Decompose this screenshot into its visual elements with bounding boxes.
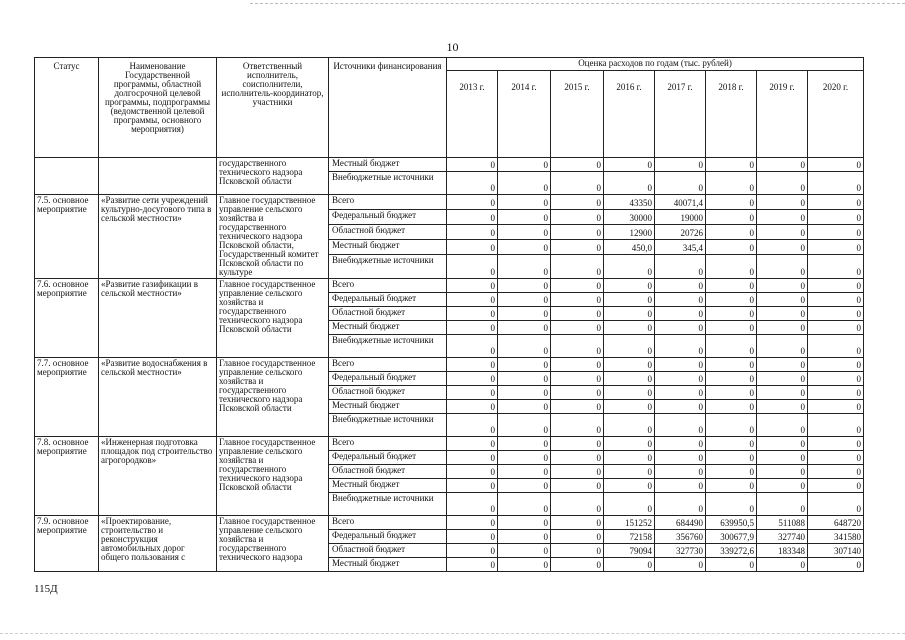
source-cell: Областной бюджет [329,307,447,321]
value-cell: 0 [706,209,757,224]
value-cell: 0 [498,293,551,307]
value-cell: 0 [706,195,757,210]
value-cell: 0 [447,195,498,210]
value-cell: 0 [655,335,706,358]
value-cell: 0 [551,516,604,530]
budget-table [34,57,864,572]
value-cell: 0 [498,493,551,516]
source-cell: Всего [329,358,447,372]
value-cell: 183348 [757,544,808,558]
value-cell: 0 [551,279,604,293]
header-responsible: Ответственный исполнитель, соисполнители, исполнитель-координатор, участники [217,58,329,158]
value-cell: 0 [757,451,808,465]
value-cell: 0 [757,335,808,358]
value-cell: 0 [551,172,604,195]
value-cell: 0 [551,451,604,465]
value-cell: 0 [808,493,864,516]
value-cell: 0 [447,239,498,254]
value-cell: 0 [447,558,498,572]
value-cell: 0 [498,158,551,172]
value-cell: 72158 [604,530,655,544]
responsible-cell: Главное государственное управление сельского хозяйства и государственного технического надзора Псковской области [217,437,329,516]
value-cell: 0 [551,372,604,386]
value-cell: 0 [757,493,808,516]
value-cell: 0 [808,400,864,414]
value-cell: 0 [808,335,864,358]
source-cell: Внебюджетные источники [329,335,447,358]
value-cell: 0 [498,479,551,493]
value-cell: 0 [604,158,655,172]
value-cell: 0 [757,414,808,437]
value-cell: 0 [706,493,757,516]
table-body [35,158,864,572]
value-cell: 0 [551,544,604,558]
value-cell: 0 [604,400,655,414]
value-cell: 0 [551,530,604,544]
value-cell: 648720 [808,516,864,530]
source-cell: Внебюджетные источники [329,493,447,516]
value-cell: 356760 [655,530,706,544]
header-status: Статус [35,58,99,158]
value-cell: 0 [604,414,655,437]
value-cell: 0 [498,530,551,544]
value-cell: 0 [551,254,604,279]
source-cell: Всего [329,195,447,210]
value-cell: 0 [808,239,864,254]
value-cell: 0 [604,293,655,307]
table-row [35,279,864,293]
value-cell: 0 [551,307,604,321]
value-cell: 0 [447,158,498,172]
source-cell: Федеральный бюджет [329,209,447,224]
value-cell: 0 [447,437,498,451]
value-cell: 0 [604,465,655,479]
status-cell: 7.9. основное мероприятие [35,516,99,572]
value-cell: 0 [551,437,604,451]
value-cell: 0 [498,335,551,358]
value-cell: 0 [655,279,706,293]
value-cell: 0 [498,372,551,386]
value-cell: 511088 [757,516,808,530]
value-cell: 0 [498,400,551,414]
header-year: 2016 г. [604,71,655,158]
responsible-cell: Главное государственное управление сельского хозяйства и государственного технического надзора Псковской области, Государственный комитет Псковской области по культуре [217,195,329,279]
source-cell: Местный бюджет [329,321,447,335]
value-cell: 0 [808,358,864,372]
value-cell: 339272,6 [706,544,757,558]
value-cell: 0 [498,224,551,239]
value-cell: 639950,5 [706,516,757,530]
program-name-cell [99,158,217,195]
value-cell: 0 [498,386,551,400]
value-cell: 0 [757,279,808,293]
value-cell: 0 [498,358,551,372]
header-year: 2017 г. [655,71,706,158]
status-cell: 7.7. основное мероприятие [35,358,99,437]
source-cell: Местный бюджет [329,239,447,254]
value-cell: 0 [706,254,757,279]
value-cell: 450,0 [604,239,655,254]
value-cell: 0 [706,386,757,400]
value-cell: 0 [447,172,498,195]
value-cell: 0 [551,195,604,210]
value-cell: 0 [498,172,551,195]
value-cell: 300677,9 [706,530,757,544]
source-cell: Местный бюджет [329,479,447,493]
value-cell: 0 [447,209,498,224]
header-year: 2018 г. [706,71,757,158]
source-cell: Федеральный бюджет [329,451,447,465]
value-cell: 0 [655,386,706,400]
value-cell: 30000 [604,209,655,224]
value-cell: 0 [447,307,498,321]
header-year: 2013 г. [447,71,498,158]
value-cell: 0 [498,451,551,465]
value-cell: 0 [604,279,655,293]
header-year: 2019 г. [757,71,808,158]
page-number: 10 [446,40,459,54]
value-cell: 0 [604,386,655,400]
value-cell: 0 [498,195,551,210]
value-cell: 0 [447,335,498,358]
value-cell: 0 [498,239,551,254]
value-cell: 0 [808,209,864,224]
value-cell: 0 [447,386,498,400]
value-cell: 0 [498,321,551,335]
responsible-cell: Главное государственное управление сельского хозяйства и государственного технического надзора Псковской области [217,279,329,358]
value-cell: 0 [808,465,864,479]
program-name-cell: «Развитие газификации в сельской местности» [99,279,217,358]
header-year: 2015 г. [551,71,604,158]
value-cell: 0 [551,386,604,400]
value-cell: 19000 [655,209,706,224]
value-cell: 0 [604,372,655,386]
value-cell: 0 [808,386,864,400]
source-cell: Всего [329,279,447,293]
scan-edge-line-bottom [0,633,905,634]
status-cell: 7.8. основное мероприятие [35,437,99,516]
value-cell: 0 [757,158,808,172]
footer-code: 115Д [34,583,58,595]
header-program-name: Наименование Государственной программы, областной долгосрочной целевой программы, подпрограммы (ведомственной целевой программы, основного мероприятия) [99,58,217,158]
value-cell: 0 [604,451,655,465]
value-cell: 0 [447,279,498,293]
value-cell: 0 [655,414,706,437]
value-cell: 0 [655,158,706,172]
source-cell: Федеральный бюджет [329,530,447,544]
table-row [35,516,864,530]
value-cell: 0 [498,414,551,437]
value-cell: 0 [706,239,757,254]
value-cell: 0 [447,372,498,386]
value-cell: 0 [604,358,655,372]
value-cell: 0 [808,279,864,293]
value-cell: 0 [757,172,808,195]
value-cell: 307140 [808,544,864,558]
value-cell: 0 [808,451,864,465]
value-cell: 0 [706,158,757,172]
value-cell: 0 [604,254,655,279]
value-cell: 0 [655,372,706,386]
value-cell: 0 [706,321,757,335]
value-cell: 0 [447,254,498,279]
value-cell: 0 [706,479,757,493]
value-cell: 0 [655,400,706,414]
value-cell: 0 [808,558,864,572]
value-cell: 0 [551,358,604,372]
value-cell: 0 [706,172,757,195]
value-cell: 0 [447,451,498,465]
value-cell: 0 [808,479,864,493]
value-cell: 0 [757,400,808,414]
value-cell: 0 [498,516,551,530]
source-cell: Федеральный бюджет [329,372,447,386]
value-cell: 0 [551,479,604,493]
value-cell: 684490 [655,516,706,530]
value-cell: 0 [551,239,604,254]
value-cell: 0 [498,254,551,279]
value-cell: 0 [808,321,864,335]
value-cell: 79094 [604,544,655,558]
value-cell: 0 [655,479,706,493]
value-cell: 0 [706,335,757,358]
value-cell: 0 [757,224,808,239]
value-cell: 0 [757,465,808,479]
value-cell: 0 [551,209,604,224]
value-cell: 0 [808,254,864,279]
value-cell: 151252 [604,516,655,530]
value-cell: 341580 [808,530,864,544]
status-cell: 7.6. основное мероприятие [35,279,99,358]
value-cell: 0 [706,224,757,239]
value-cell: 0 [447,544,498,558]
value-cell: 0 [447,293,498,307]
value-cell: 0 [498,465,551,479]
value-cell: 0 [655,437,706,451]
value-cell: 0 [808,224,864,239]
program-name-cell: «Развитие сети учреждений культурно-досугового типа в сельской местности» [99,195,217,279]
value-cell: 0 [757,195,808,210]
value-cell: 0 [757,254,808,279]
value-cell: 0 [447,224,498,239]
value-cell: 0 [447,493,498,516]
value-cell: 0 [551,224,604,239]
value-cell: 0 [604,172,655,195]
value-cell: 0 [655,293,706,307]
value-cell: 0 [604,335,655,358]
table-row [35,158,864,172]
header-year: 2014 г. [498,71,551,158]
program-name-cell: «Развитие водоснабжения в сельской местности» [99,358,217,437]
value-cell: 0 [757,372,808,386]
value-cell: 0 [808,158,864,172]
value-cell: 0 [551,558,604,572]
source-cell: Внебюджетные источники [329,172,447,195]
value-cell: 43350 [604,195,655,210]
value-cell: 0 [706,558,757,572]
status-cell [35,158,99,195]
table-row [35,437,864,451]
value-cell: 0 [604,307,655,321]
value-cell: 0 [757,558,808,572]
value-cell: 0 [655,307,706,321]
value-cell: 0 [655,358,706,372]
value-cell: 0 [604,437,655,451]
value-cell: 12900 [604,224,655,239]
value-cell: 0 [655,321,706,335]
source-cell: Внебюджетные источники [329,254,447,279]
value-cell: 0 [447,358,498,372]
value-cell: 0 [551,335,604,358]
value-cell: 0 [498,209,551,224]
program-name-cell: «Инженерная подготовка площадок под строительство агрогородков» [99,437,217,516]
value-cell: 0 [706,293,757,307]
source-cell: Внебюджетные источники [329,414,447,437]
value-cell: 0 [551,465,604,479]
value-cell: 0 [498,307,551,321]
scan-edge-line-top [250,3,905,4]
value-cell: 0 [655,172,706,195]
value-cell: 0 [551,321,604,335]
value-cell: 0 [551,493,604,516]
value-cell: 0 [757,239,808,254]
source-cell: Областной бюджет [329,386,447,400]
program-name-cell: «Проектирование, строительство и реконструкция автомобильных дорог общего пользования с [99,516,217,572]
value-cell: 0 [808,372,864,386]
header-year: 2020 г. [808,71,864,158]
value-cell: 0 [706,307,757,321]
value-cell: 0 [706,414,757,437]
source-cell: Всего [329,437,447,451]
value-cell: 0 [447,414,498,437]
status-cell: 7.5. основное мероприятие [35,195,99,279]
header-sources: Источники финансирования [329,58,447,158]
value-cell: 0 [706,437,757,451]
value-cell: 0 [498,544,551,558]
source-cell: Областной бюджет [329,544,447,558]
responsible-cell: Главное государственное управление сельского хозяйства и государственного технического надзора [217,516,329,572]
value-cell: 0 [551,158,604,172]
value-cell: 20726 [655,224,706,239]
value-cell: 0 [757,479,808,493]
value-cell: 0 [604,558,655,572]
value-cell: 0 [655,558,706,572]
value-cell: 0 [498,558,551,572]
source-cell: Местный бюджет [329,558,447,572]
source-cell: Местный бюджет [329,158,447,172]
source-cell: Всего [329,516,447,530]
value-cell: 0 [757,386,808,400]
value-cell: 0 [655,451,706,465]
header-row-1 [35,58,864,71]
value-cell: 0 [447,400,498,414]
value-cell: 0 [757,358,808,372]
value-cell: 0 [706,358,757,372]
responsible-cell: государственного технического надзора Псковской области [217,158,329,195]
value-cell: 0 [808,307,864,321]
value-cell: 0 [757,307,808,321]
source-cell: Областной бюджет [329,224,447,239]
value-cell: 0 [706,451,757,465]
value-cell: 0 [551,414,604,437]
value-cell: 0 [447,479,498,493]
source-cell: Федеральный бюджет [329,293,447,307]
value-cell: 0 [808,195,864,210]
value-cell: 0 [706,465,757,479]
value-cell: 0 [498,279,551,293]
table-row [35,195,864,210]
value-cell: 0 [447,321,498,335]
value-cell: 0 [655,465,706,479]
value-cell: 345,4 [655,239,706,254]
responsible-cell: Главное государственное управление сельского хозяйства и государственного технического надзора Псковской области [217,358,329,437]
value-cell: 0 [808,437,864,451]
header-estimate: Оценка расходов по годам (тыс. рублей) [447,58,864,71]
value-cell: 0 [551,400,604,414]
value-cell: 0 [447,465,498,479]
value-cell: 0 [757,321,808,335]
value-cell: 40071,4 [655,195,706,210]
table-row [35,358,864,372]
value-cell: 0 [604,321,655,335]
value-cell: 0 [706,372,757,386]
value-cell: 0 [757,209,808,224]
value-cell: 0 [808,414,864,437]
value-cell: 0 [551,293,604,307]
source-cell: Областной бюджет [329,465,447,479]
value-cell: 0 [655,254,706,279]
value-cell: 0 [757,437,808,451]
value-cell: 0 [604,493,655,516]
value-cell: 327730 [655,544,706,558]
value-cell: 0 [447,516,498,530]
value-cell: 0 [498,437,551,451]
value-cell: 0 [447,530,498,544]
value-cell: 0 [808,172,864,195]
value-cell: 0 [706,400,757,414]
value-cell: 0 [604,479,655,493]
value-cell: 0 [706,279,757,293]
value-cell: 327740 [757,530,808,544]
source-cell: Местный бюджет [329,400,447,414]
value-cell: 0 [808,293,864,307]
value-cell: 0 [655,493,706,516]
value-cell: 0 [757,293,808,307]
